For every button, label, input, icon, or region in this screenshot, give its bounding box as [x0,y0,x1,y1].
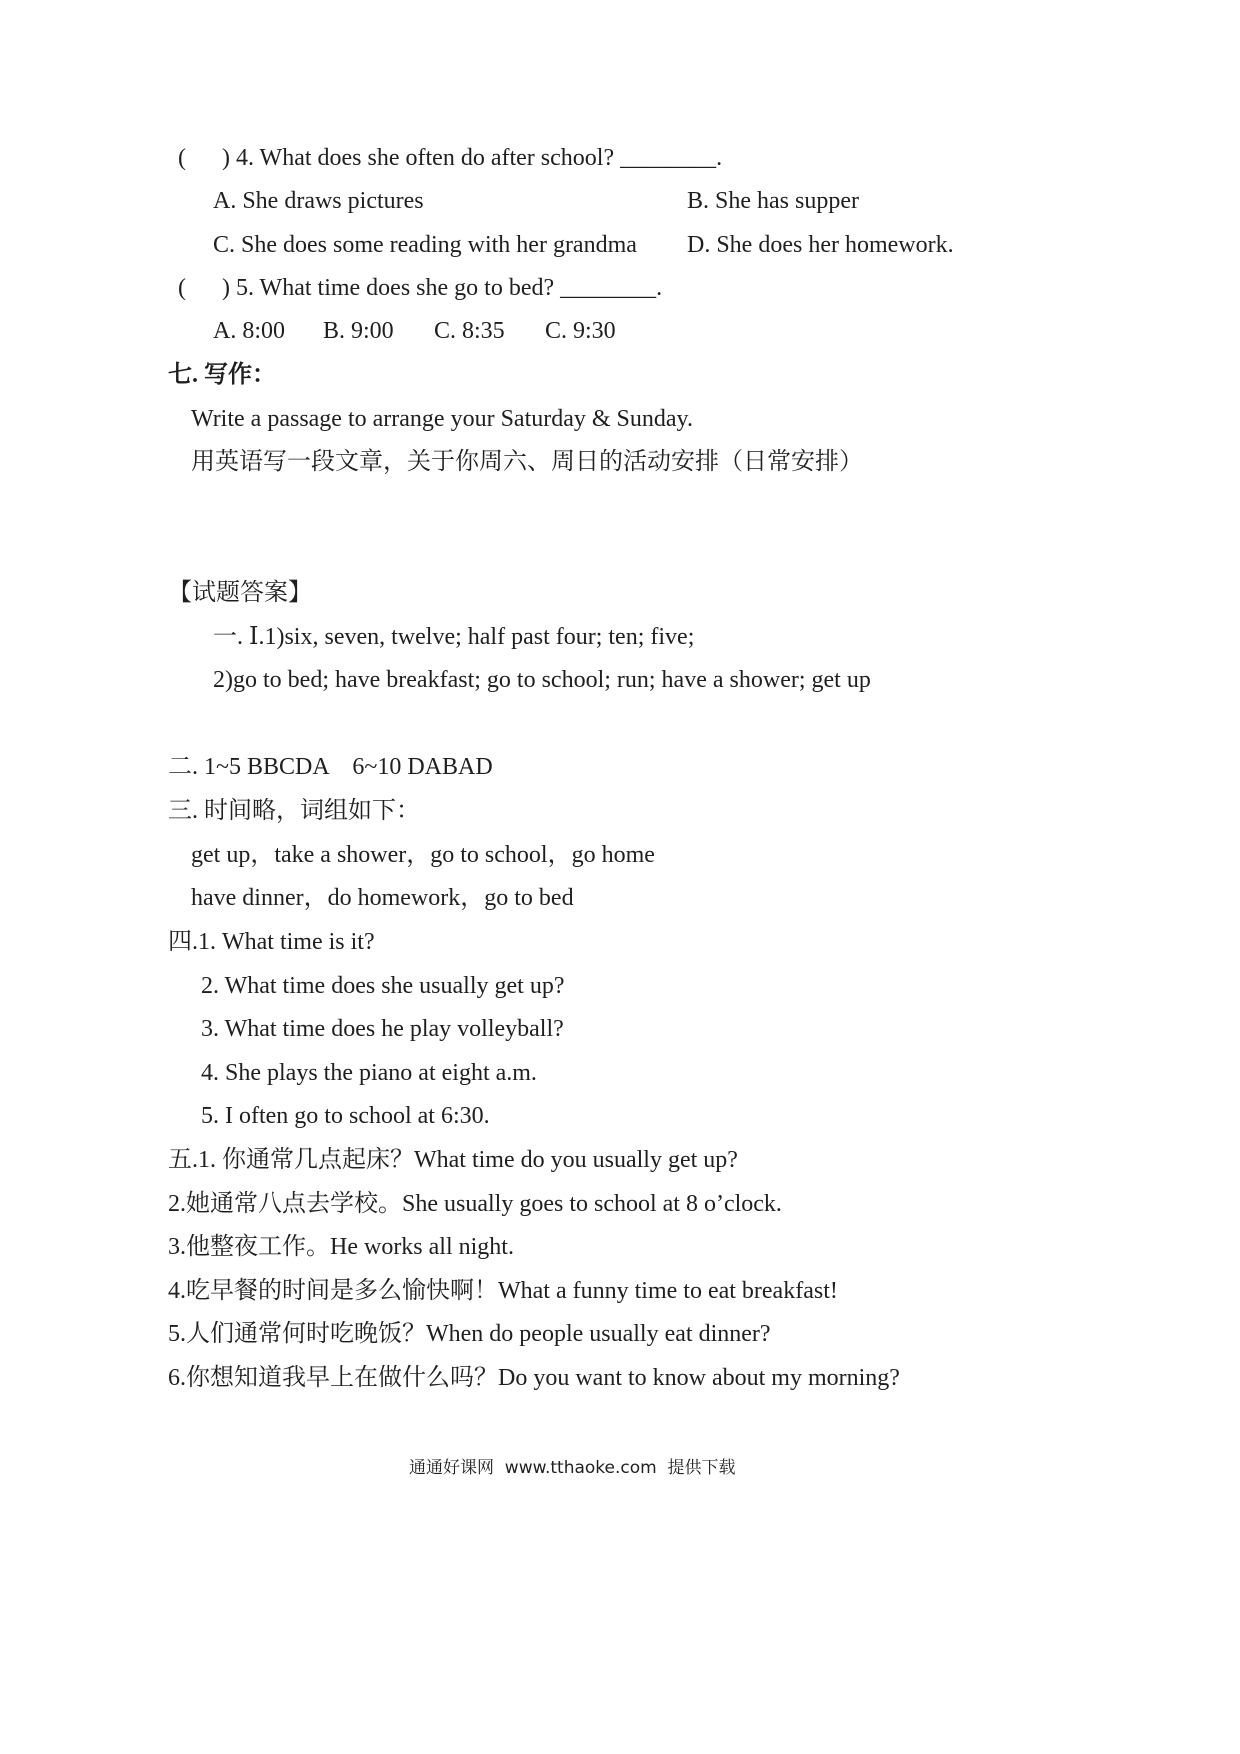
question-4-option-a: A. She draws pictures [213,188,424,214]
question-4-option-c: C. She does some reading with her grandma [213,232,637,258]
answers-part3-intro: 三. 时间略，词组如下： [168,798,420,824]
answers-part4-item: 4. She plays the piano at eight a.m. [201,1060,537,1086]
answers-part3-line1: get up，take a shower，go to school，go home [191,842,655,868]
answers-part5-item: 3.他整夜工作。He works all night. [168,1234,514,1260]
question-5-option-a: A. 8:00 [213,318,285,344]
answers-part1-line2: 2)go to bed; have breakfast; go to school; run; have a shower; get up [213,667,871,693]
question-5-option-c: C. 8:35 [434,318,505,344]
question-5-stem: ( ) 5. What time does she go to bed? ________. [178,275,663,301]
question-4-option-d: D. She does her homework. [687,232,954,258]
answers-part4-item: 5. I often go to school at 6:30. [201,1103,490,1129]
question-5-option-b: B. 9:00 [323,318,394,344]
question-4-option-b: B. She has supper [687,188,859,214]
question-4-stem: ( ) 4. What does she often do after school? ________. [178,145,723,171]
writing-instruction-cn: 用英语写一段文章，关于你周六、周日的活动安排（日常安排） [191,449,863,475]
answers-part5-item: 6.你想知道我早上在做什么吗？Do you want to know about my morning? [168,1365,900,1391]
answers-part4-item: 3. What time does he play volleyball? [201,1016,564,1042]
answers-part5-item: 五.1. 你通常几点起床？What time do you usually get up? [168,1147,738,1173]
answers-part3-line2: have dinner，do homework，go to bed [191,885,574,911]
answers-part2: 二. 1~5 BBCDA 6~10 DABAD [168,754,493,780]
answers-heading: 【试题答案】 [168,580,312,606]
answers-part5-item: 2.她通常八点去学校。She usually goes to school at 8 o’clock. [168,1191,782,1217]
answers-part5-item: 4.吃早餐的时间是多么愉快啊！What a funny time to eat breakfast! [168,1278,838,1304]
question-5-option-d: C. 9:30 [545,318,616,344]
writing-instruction-en: Write a passage to arrange your Saturday & Sunday. [191,406,693,432]
writing-heading: 七. 写作： [168,362,276,388]
page-footer: 通通好课网 www.tthaoke.com 提供下载 [409,1458,736,1478]
answers-part5-item: 5.人们通常何时吃晚饭？When do people usually eat dinner? [168,1321,771,1347]
answers-part1-line1: 一. Ⅰ.1)six, seven, twelve; half past four; ten; five; [213,624,695,650]
answers-part4-item: 2. What time does she usually get up? [201,973,565,999]
answers-part4-item: 四.1. What time is it? [168,929,375,955]
